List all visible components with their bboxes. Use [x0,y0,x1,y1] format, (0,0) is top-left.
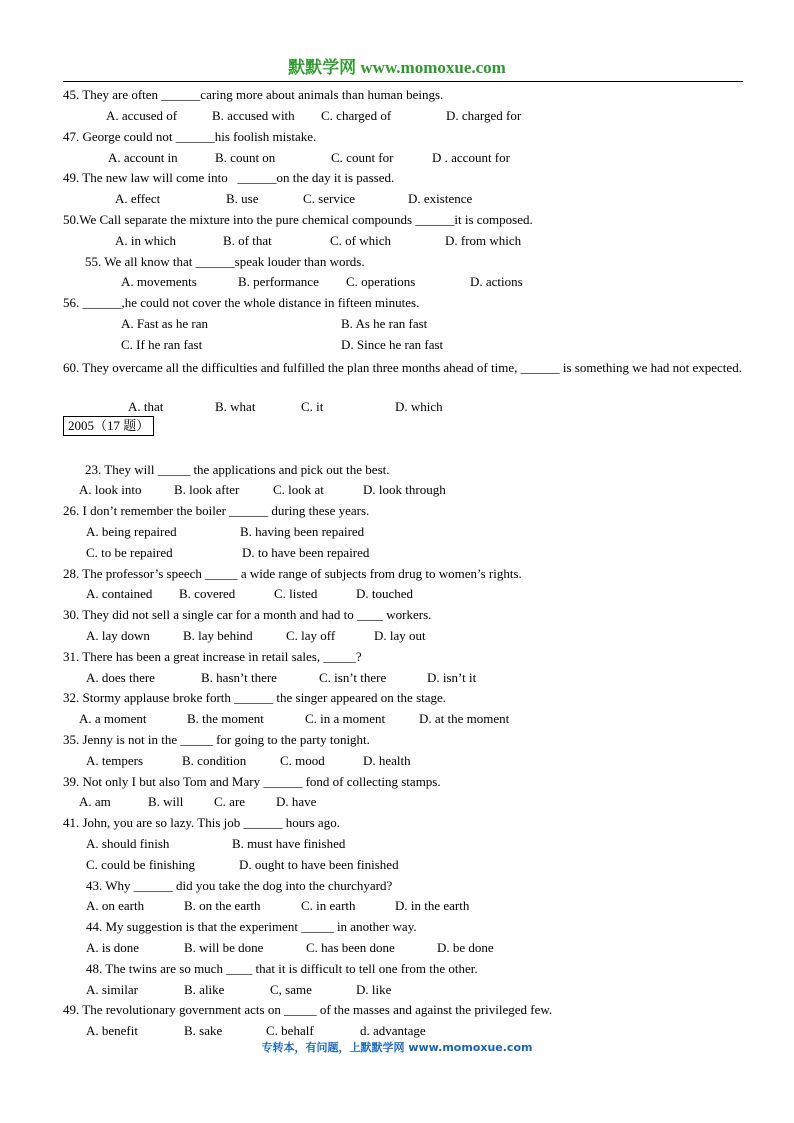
question-stem: 55. We all know that ______speak louder than words. [85,254,365,269]
option: C. to be repaired [86,545,173,560]
question-stem: 47. George could not ______his foolish mistake. [63,129,317,144]
option: C. lay off [286,628,336,643]
option: C. listed [274,586,318,601]
option: D. touched [356,586,414,601]
site-header: 默默学网 www.momoxue.com [288,58,506,77]
option: C. it [301,399,324,414]
option: D. to have been repaired [242,545,370,560]
header-divider [63,81,743,82]
option: D. at the moment [419,711,510,726]
option: C. charged of [321,108,392,123]
option: C. has been done [306,940,395,955]
option: B. accused with [212,108,295,123]
option: C, same [270,982,312,997]
option: C. count for [331,150,394,165]
option: A. contained [86,586,153,601]
option: B. alike [184,982,225,997]
question-stem: 26. I don’t remember the boiler ______ during these years. [63,503,370,518]
option: B. use [226,191,259,206]
option: C. If he ran fast [121,337,203,352]
question-stem: 30. They did not sell a single car for a month and had to ____ workers. [63,607,432,622]
option: C. of which [330,233,392,248]
option: A. benefit [86,1023,138,1038]
question-stem: 49. The new law will come into ______on the day it is passed. [63,170,395,185]
option: B. will be done [184,940,264,955]
option: D. actions [470,274,523,289]
option: A. account in [108,150,178,165]
option: d. advantage [360,1023,426,1038]
question-stem: 45. They are often ______caring more about animals than human beings. [63,87,444,102]
option: B. sake [184,1023,223,1038]
option: B. of that [223,233,272,248]
option: A. does there [86,670,155,685]
option: B. condition [182,753,247,768]
option: B. lay behind [183,628,253,643]
option: C. mood [280,753,325,768]
question-stem: 28. The professor’s speech _____ a wide range of subjects from drug to women’s rights. [63,566,522,581]
option: D. like [356,982,392,997]
option: A. being repaired [86,524,177,539]
question-stem: 56. ______,he could not cover the whole distance in fifteen minutes. [63,295,420,310]
option: B. must have finished [232,836,346,851]
option: B. on the earth [184,898,261,913]
option: C. service [303,191,355,206]
question-stem: 43. Why ______ did you take the dog into the churchyard? [86,878,393,893]
question-stem: 31. There has been a great increase in retail sales, _____? [63,649,362,664]
option: C. in a moment [305,711,386,726]
option: C. behalf [266,1023,314,1038]
option: C. in earth [301,898,356,913]
option: B. covered [179,586,236,601]
option: A. similar [86,982,138,997]
option: D. charged for [446,108,522,123]
option: C. are [214,794,246,809]
option: D. ought to have been finished [239,857,399,872]
option: A. accused of [106,108,178,123]
question-stem: 60. They overcame all the difficulties and fulfilled the plan three months ahead of time, ______ is something we had not expected. [63,360,742,375]
option: C. could be finishing [86,857,196,872]
question-stem: 41. John, you are so lazy. This job ______ hours ago. [63,815,340,830]
option: A. should finish [86,836,170,851]
option: B. performance [238,274,319,289]
question-stem: 23. They will _____ the applications and pick out the best. [85,462,390,477]
option: C. operations [346,274,416,289]
option: D. be done [437,940,494,955]
question-stem: 35. Jenny is not in the _____ for going to the party tonight. [63,732,370,747]
question-stem: 44. My suggestion is that the experiment _____ in another way. [86,919,417,934]
option: D. from which [445,233,522,248]
option: D. in the earth [395,898,470,913]
option: A. that [128,399,164,414]
option: B. look after [174,482,240,497]
option: B. count on [215,150,276,165]
option: D . account for [432,150,510,165]
option: D. which [395,399,443,414]
option: D. lay out [374,628,426,643]
option: C. isn’t there [319,670,387,685]
option: A. is done [86,940,140,955]
option: A. on earth [86,898,145,913]
option: B. hasn’t there [201,670,277,685]
option: A. tempers [86,753,144,768]
option: A. a moment [79,711,147,726]
option: A. movements [121,274,197,289]
option: B. As he ran fast [341,316,428,331]
option: A. effect [115,191,161,206]
option: A. am [79,794,111,809]
option: D. Since he ran fast [341,337,444,352]
option: B. having been repaired [240,524,365,539]
footer-banner: 专转本，有问题，上默默学网 www.momoxue.com [261,1041,533,1054]
question-stem: 49. The revolutionary government acts on _____ of the masses and against the privileged few. [63,1002,553,1017]
option: B. the moment [187,711,264,726]
option: D. existence [408,191,473,206]
option: B. will [148,794,184,809]
option: D. isn’t it [427,670,477,685]
question-stem: 50.We Call separate the mixture into the pure chemical compounds ______it is composed. [63,212,533,227]
option: D. have [276,794,317,809]
question-stem: 32. Stormy applause broke forth ______ the singer appeared on the stage. [63,690,447,705]
question-stem: 39. Not only I but also Tom and Mary ______ fond of collecting stamps. [63,774,441,789]
option: A. Fast as he ran [121,316,209,331]
option: D. health [363,753,411,768]
section-year-label: 2005（17 题） [63,416,154,436]
option: C. look at [273,482,324,497]
option: D. look through [363,482,446,497]
option: B. what [215,399,256,414]
option: A. look into [79,482,142,497]
question-stem: 48. The twins are so much ____ that it is difficult to tell one from the other. [86,961,478,976]
option: A. lay down [86,628,150,643]
option: A. in which [115,233,177,248]
